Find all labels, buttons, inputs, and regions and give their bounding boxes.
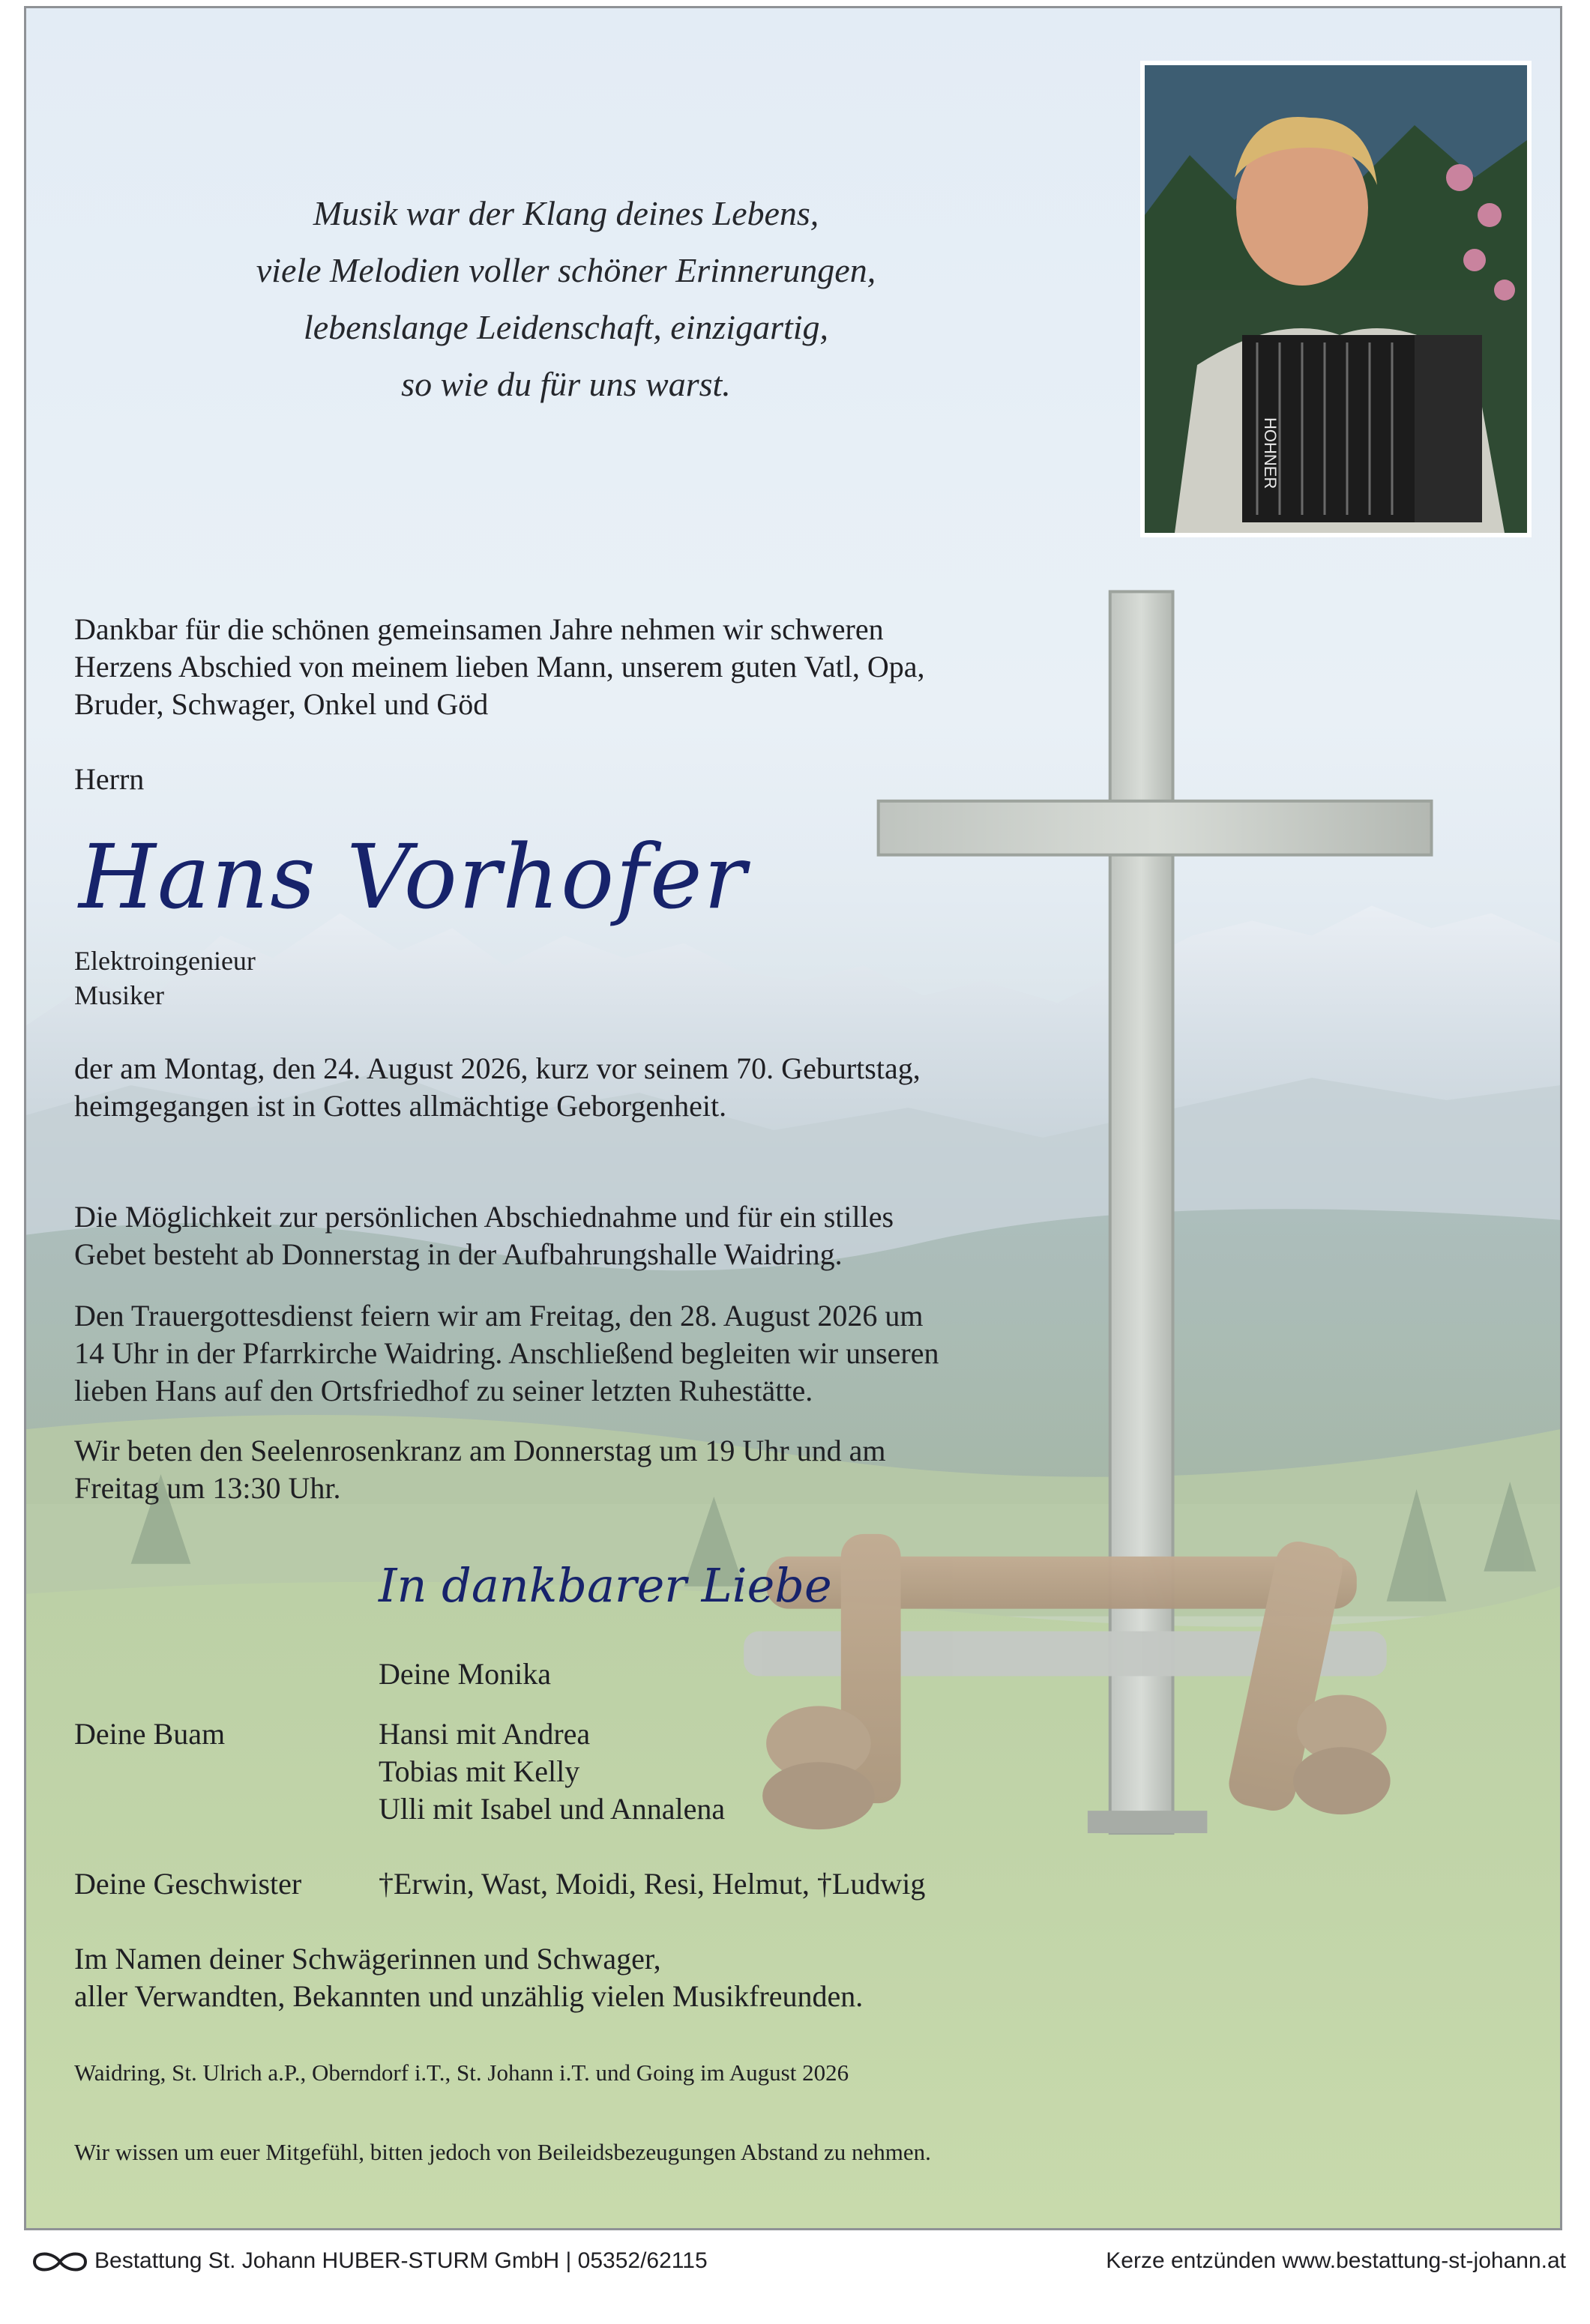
siblings-label: Deine Geschwister <box>74 1867 302 1901</box>
intro-line: Dankbar für die schönen gemeinsamen Jahre nehmen wir schweren <box>74 612 884 646</box>
passing-paragraph <box>74 1050 921 1125</box>
service-paragraph <box>74 1297 939 1410</box>
relatives-line: Im Namen deiner Schwägerinnen und Schwager, <box>74 1942 661 1976</box>
places-line: Waidring, St. Ulrich a.P., Oberndorf i.T., St. Johann i.T. und Going im August 2026 <box>74 2059 849 2086</box>
footer-company: Bestattung St. Johann HUBER-STURM GmbH | 05352/62115 <box>94 2248 708 2273</box>
passing-line: heimgegangen ist in Gottes allmächtige Geborgenheit. <box>74 1089 727 1123</box>
salutation: Herrn <box>74 762 145 796</box>
intro-line: Bruder, Schwager, Onkel und Göd <box>74 687 489 721</box>
meadow <box>26 1582 1560 2228</box>
sons-list <box>379 1715 725 1828</box>
relatives-paragraph <box>74 1940 863 2015</box>
rosary-line: Wir beten den Seelenrosenkranz am Donnerstag um 19 Uhr und am <box>74 1434 886 1467</box>
poem-line: so wie du für uns warst. <box>401 365 731 403</box>
son-entry: Hansi mit Andrea <box>379 1717 591 1751</box>
farewell-line: Gebet besteht ab Donnerstag in der Aufbahrungshalle Waidring. <box>74 1237 843 1271</box>
deceased-name: Hans Vorhofer <box>79 825 748 929</box>
service-line: Den Trauergottesdienst feiern wir am Freitag, den 28. August 2026 um <box>74 1299 924 1332</box>
notice-line: Wir wissen um euer Mitgefühl, bitten jedoch von Beileidsbezeugungen Abstand zu nehmen. <box>74 2139 931 2165</box>
wife: Deine Monika <box>379 1657 551 1691</box>
profession: Musiker <box>74 980 164 1010</box>
infinity-logo-icon <box>30 2247 90 2277</box>
footer-candle-link[interactable]: Kerze entzünden www.bestattung-st-johann.at <box>1106 2248 1566 2273</box>
passing-line: der am Montag, den 24. August 2026, kurz vor seinem 70. Geburtstag, <box>74 1051 921 1085</box>
service-line: lieben Hans auf den Ortsfriedhof zu seiner letzten Ruhestätte. <box>74 1374 813 1407</box>
poem-line: lebenslange Leidenschaft, einzigartig, <box>303 308 829 346</box>
closing-heading: In dankbarer Liebe <box>379 1558 832 1613</box>
son-entry: Tobias mit Kelly <box>379 1754 580 1788</box>
son-entry: Ulli mit Isabel und Annalena <box>379 1792 726 1826</box>
intro-line: Herzens Abschied von meinem lieben Mann, unserem guten Vatl, Opa, <box>74 650 925 683</box>
siblings-list: †Erwin, Wast, Moidi, Resi, Helmut, †Ludwig <box>379 1867 926 1901</box>
sons-label: Deine Buam <box>74 1717 226 1751</box>
poem <box>116 185 1016 413</box>
rosary-line: Freitag um 13:30 Uhr. <box>74 1471 341 1505</box>
intro-paragraph <box>74 611 925 723</box>
accordion-brand: HOHNER <box>1261 417 1280 489</box>
farewell-line: Die Möglichkeit zur persönlichen Abschiednahme und für ein stilles <box>74 1200 894 1234</box>
rosary-paragraph <box>74 1432 886 1507</box>
poem-line: viele Melodien voller schöner Erinnerungen, <box>256 251 876 289</box>
service-line: 14 Uhr in der Pfarrkirche Waidring. Anschließend begleiten wir unseren <box>74 1336 939 1370</box>
relatives-line: aller Verwandten, Bekannten und unzählig vielen Musikfreunden. <box>74 1979 864 2013</box>
obituary-card <box>24 6 1562 2230</box>
portrait-photo <box>1140 61 1532 537</box>
professions <box>74 944 256 1012</box>
farewell-paragraph <box>74 1198 894 1273</box>
poem-line: Musik war der Klang deines Lebens, <box>313 194 819 232</box>
profession: Elektroingenieur <box>74 946 256 976</box>
